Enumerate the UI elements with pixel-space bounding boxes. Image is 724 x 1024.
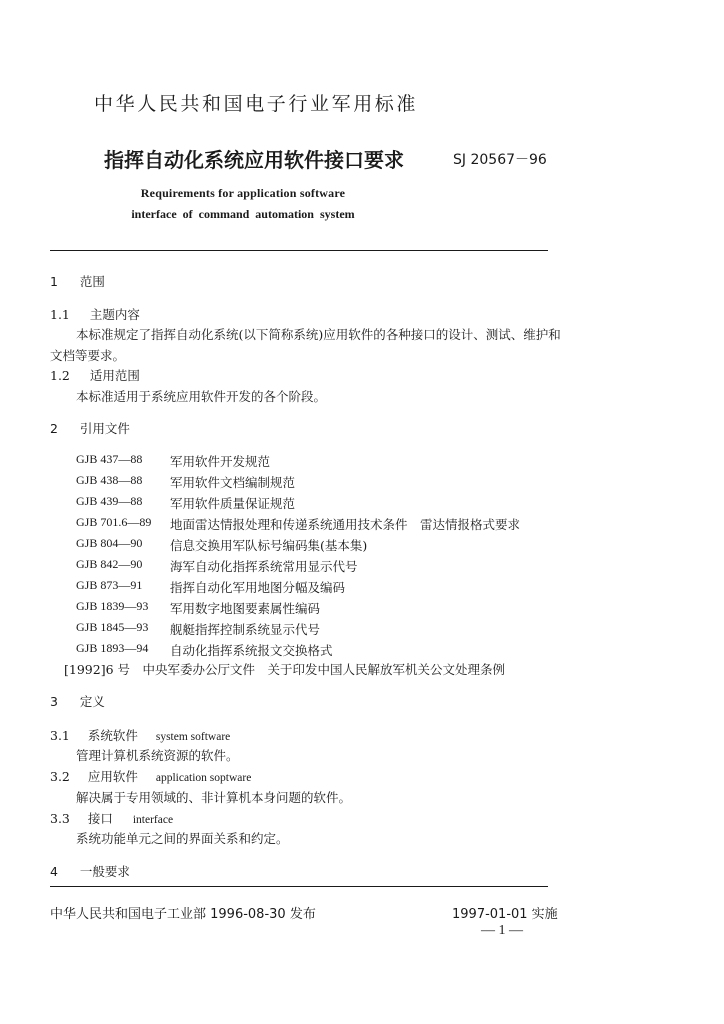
reference-code: GJB 438—88	[76, 473, 143, 487]
reference-code: GJB 1845—93	[76, 620, 149, 634]
reference-code: GJB 701.6—89	[76, 515, 152, 529]
reference-title: 信息交换用军队标号编码集(基本集)	[170, 538, 368, 553]
section-1-1-number: 1.1	[50, 307, 70, 322]
section-1-title: 范围	[79, 274, 105, 289]
definition-3-2-body: 解决属于专用领域的、非计算机本身问题的软件。	[76, 790, 352, 805]
english-title-line2: interface of command automation system	[131, 207, 355, 221]
definition-3-3	[50, 809, 173, 827]
section-3-heading	[50, 692, 105, 710]
definition-3-2	[50, 767, 251, 785]
section-1-2-number: 1.2	[50, 368, 70, 383]
definition-3-1-term: 系统软件	[87, 728, 138, 743]
english-title-line1: Requirements for application software	[140, 186, 346, 200]
section-2-title: 引用文件	[79, 421, 130, 436]
section-1-2-body: 本标准适用于系统应用软件开发的各个阶段。	[76, 389, 327, 404]
section-2-heading	[50, 419, 130, 437]
issuer-line: 中华人民共和国电子工业部 1996-08-30 发布	[50, 907, 316, 922]
reference-last: [1992]6 号 中央军委办公厅文件 关于印发中国人民解放军机关公文处理条例	[64, 662, 505, 677]
definition-3-1-number: 3.1	[50, 728, 70, 743]
section-1-1-title: 主题内容	[89, 307, 140, 322]
reference-title: 舰艇指挥控制系统显示代号	[170, 622, 321, 637]
reference-title: 军用软件文档编制规范	[170, 475, 296, 490]
section-3-number: 3	[50, 694, 58, 709]
reference-title: 自动化指挥系统报文交换格式	[170, 643, 333, 658]
section-1-1-body-line2: 文档等要求。	[50, 348, 126, 363]
definition-3-3-body: 系统功能单元之间的界面关系和约定。	[76, 831, 289, 846]
reference-code: GJB 437—88	[76, 452, 143, 466]
definition-3-3-english: interface	[132, 814, 174, 826]
section-1-2-heading	[50, 366, 140, 384]
reference-code: GJB 1839—93	[76, 599, 149, 613]
reference-code: GJB 842—90	[76, 557, 143, 571]
definition-3-1-english: system software	[155, 731, 231, 743]
page-number: — 1 —	[481, 923, 523, 938]
reference-title: 军用软件质量保证规范	[170, 496, 296, 511]
definition-3-2-number: 3.2	[50, 769, 70, 784]
reference-title: 军用软件开发规范	[170, 454, 271, 469]
definition-3-3-term: 接口	[87, 811, 113, 826]
footer-divider	[50, 886, 548, 887]
header-divider	[50, 250, 548, 251]
document-title: 指挥自动化系统应用软件接口要求	[104, 148, 404, 172]
section-4-heading	[50, 862, 130, 880]
reference-title: 地面雷达情报处理和传递系统通用技术条件 雷达情报格式要求	[170, 517, 521, 532]
section-1-1-body-line1: 本标准规定了指挥自动化系统(以下简称系统)应用软件的各种接口的设计、测试、维护和	[76, 327, 561, 342]
reference-code: GJB 873—91	[76, 578, 143, 592]
section-1-2-title: 适用范围	[89, 368, 140, 383]
section-1-number: 1	[50, 274, 58, 289]
reference-title: 指挥自动化军用地图分幅及编码	[170, 580, 346, 595]
definition-3-2-english: application soptware	[155, 772, 252, 784]
reference-code: GJB 804—90	[76, 536, 143, 550]
definition-3-1	[50, 726, 230, 744]
reference-code: GJB 1893—94	[76, 641, 149, 655]
effective-date: 1997-01-01 实施	[452, 907, 558, 922]
reference-title: 海军自动化指挥系统常用显示代号	[170, 559, 358, 574]
definition-3-1-body: 管理计算机系统资源的软件。	[76, 748, 239, 763]
section-1-heading	[50, 272, 105, 290]
section-4-number: 4	[50, 864, 58, 879]
reference-code: GJB 439—88	[76, 494, 143, 508]
industry-standard-heading: 中华人民共和国电子行业军用标准	[94, 93, 419, 115]
section-3-title: 定义	[79, 694, 105, 709]
reference-title: 军用数字地图要素属性编码	[170, 601, 321, 616]
document-code: SJ 20567－96	[453, 152, 547, 168]
definition-3-2-term: 应用软件	[87, 769, 138, 784]
section-1-1-heading	[50, 305, 140, 323]
section-4-title: 一般要求	[79, 864, 130, 879]
section-2-number: 2	[50, 421, 58, 436]
definition-3-3-number: 3.3	[50, 811, 70, 826]
